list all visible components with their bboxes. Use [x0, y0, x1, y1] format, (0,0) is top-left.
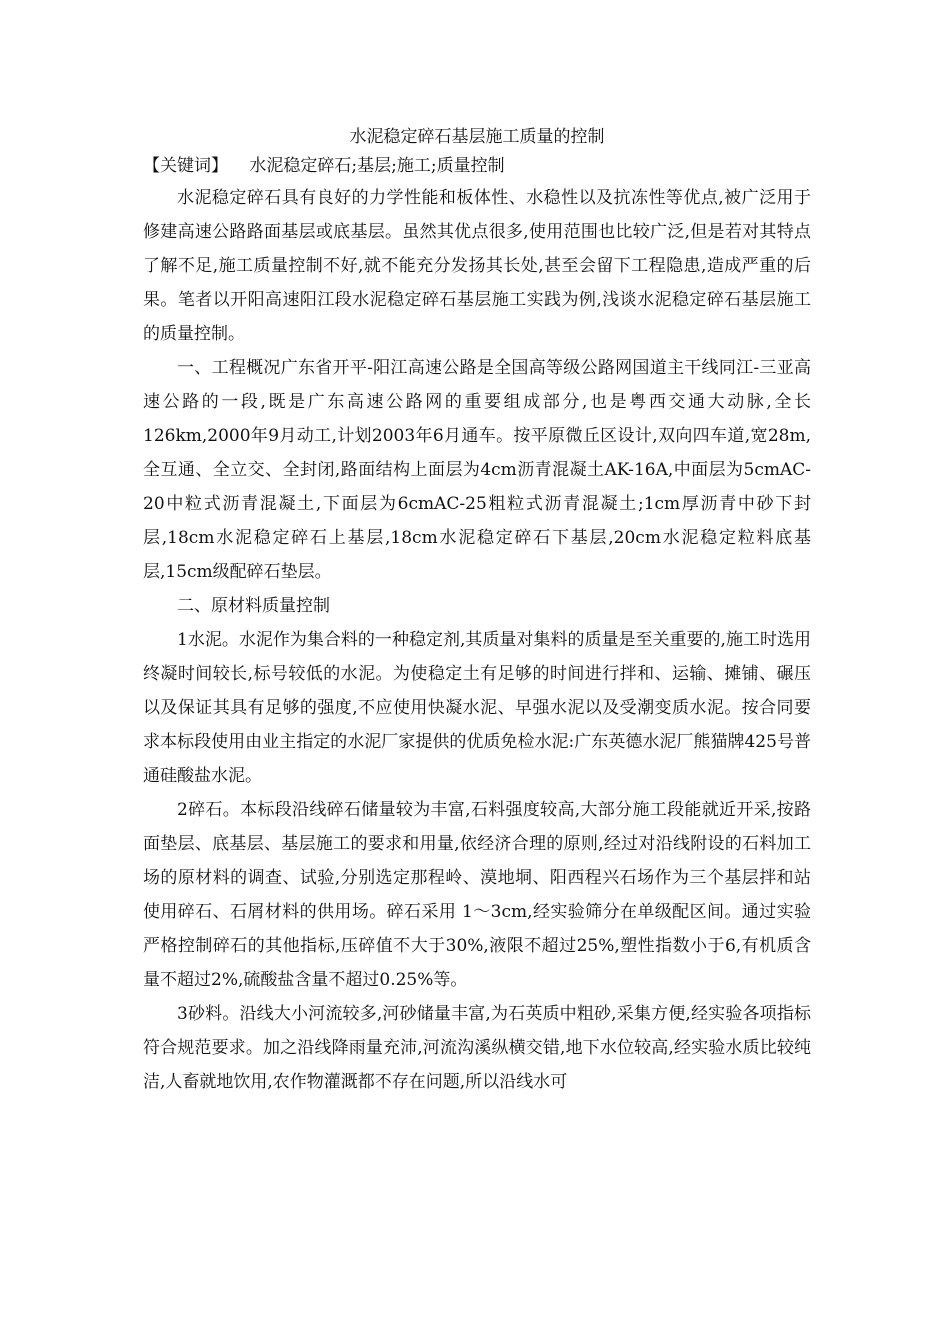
- keywords-line: [143, 151, 811, 181]
- document-title: 水泥稳定碎石基层施工质量的控制: [349, 127, 605, 147]
- paragraph-intro: 水泥稳定碎石具有良好的力学性能和板体性、水稳性以及抗冻性等优点,被广泛用于修建高速公路路面基层或底基层。虽然其优点很多,使用范围也比较广泛,但是若对其特点了解不足,施工质量控制不好,就不能充分发扬其长处,甚至会留下工程隐患,造成严重的后果。笔者以开阳高速阳江段水泥稳定碎石基层施工实践为例,浅谈水泥稳定碎石基层施工的质量控制。: [143, 188, 811, 344]
- keywords-text: 水泥稳定碎石;基层;施工;质量控制: [249, 156, 505, 176]
- keywords-label: 【关键词】: [143, 156, 228, 176]
- paragraph-sand: 3砂料。沿线大小河流较多,河砂储量丰富,为石英质中粗砂,采集方便,经实验各项指标符合规范要求。加之沿线降雨量充沛,河流沟溪纵横交错,地下水位较高,经实验水质比较纯洁,人畜就地饮用,农作物灌溉都不存在问题,所以沿线水可: [143, 1004, 811, 1092]
- paragraph-project-overview: 一、工程概况广东省开平-阳江高速公路是全国高等级公路网国道主干线同江-三亚高速公路的一段,既是广东高速公路网的重要组成部分,也是粤西交通大动脉,全长126km,2000年9月动工,计划2003年6月通车。按平原微丘区设计,双向四车道,宽28m,全互通、全立交、全封闭,路面结构上面层为4cm沥青混凝土AK-16A,中面层为5cmAC-20中粒式沥青混凝土,下面层为6cmAC-25粗粒式沥青混凝土;1cm厚沥青中砂下封层,18cm水泥稳定碎石上基层,18cm水泥稳定碎石下基层,20cm水泥稳定粒料底基层,15cm级配碎石垫层。: [143, 358, 811, 582]
- paragraph-cement: 1水泥。水泥作为集合料的一种稳定剂,其质量对集料的质量是至关重要的,施工时选用终凝时间较长,标号较低的水泥。为使稳定土有足够的时间进行拌和、运输、摊铺、碾压以及保证其具有足够的强度,不应使用快凝水泥、早强水泥以及受潮变质水泥。按合同要求本标段使用由业主指定的水泥厂家提供的优质免检水泥:广东英德水泥厂熊猫牌425号普通硅酸盐水泥。: [143, 630, 811, 786]
- section-heading-materials: 二、原材料质量控制: [177, 596, 330, 616]
- document-body: [143, 123, 811, 1099]
- paragraph-gravel: 2碎石。本标段沿线碎石储量较为丰富,石料强度较高,大部分施工段能就近开采,按路面垫层、底基层、基层施工的要求和用量,依经济合理的原则,经过对沿线附设的石料加工场的原材料的调查、试验,分别选定那程岭、漠地垌、阳西程兴石场作为三个基层拌和站使用碎石、石屑材料的供用场。碎石采用 1～3cm,经实验筛分在单级配区间。通过实验严格控制碎石的其他指标,压碎值不大于30%,液限不超过25%,塑性指数小于6,有机质含量不超过2%,硫酸盐含量不超过0.25%等。: [143, 800, 812, 990]
